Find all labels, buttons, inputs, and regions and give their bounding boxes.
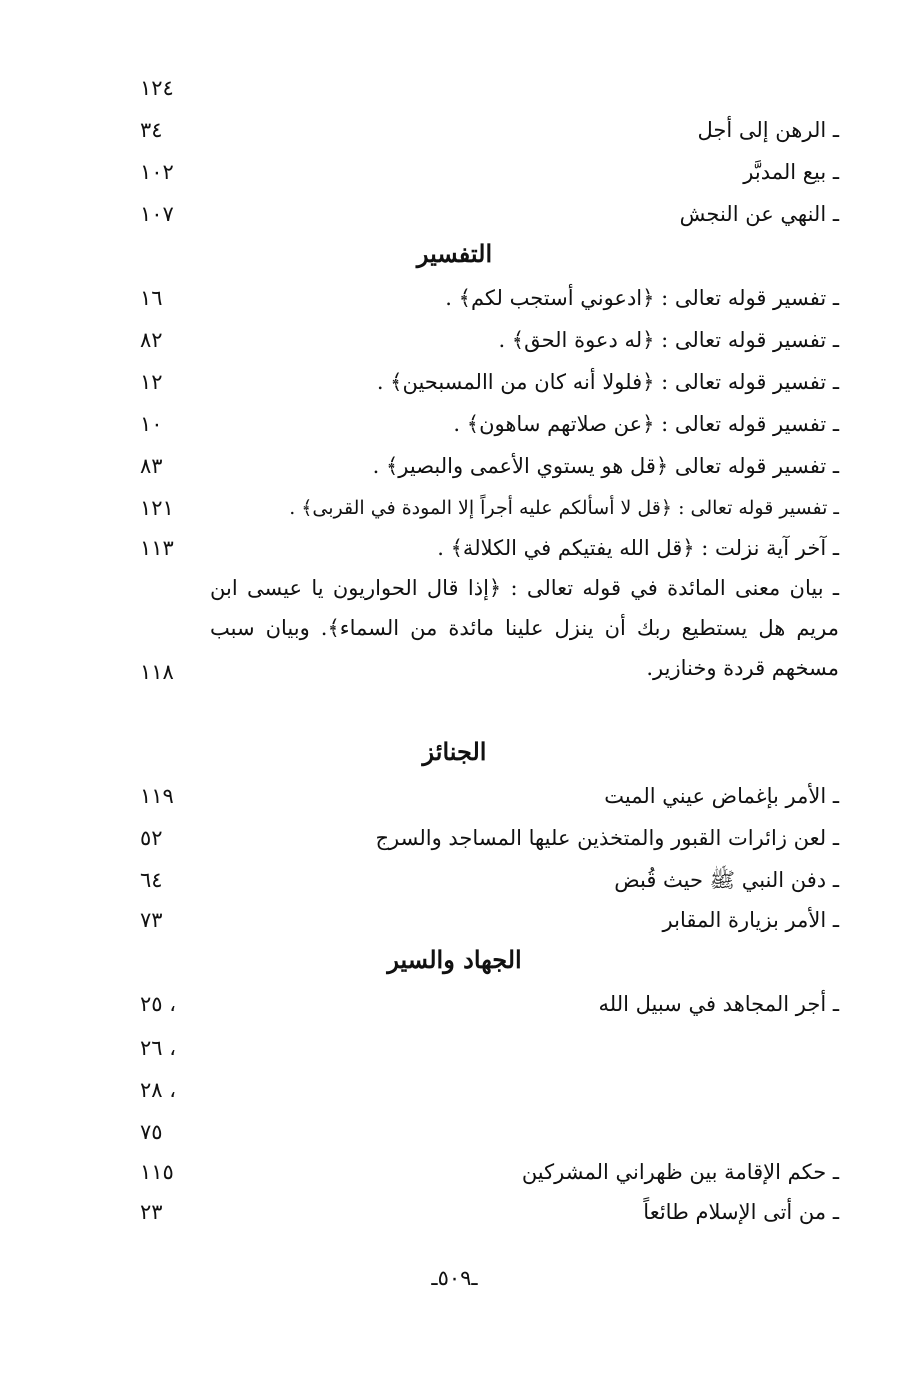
- section-heading: الجنائز: [422, 737, 487, 766]
- index-row: [140, 488, 839, 528]
- index-entry: ـ لعن زائرات القبور والمتخذين عليها المساجد والسرج: [375, 826, 839, 850]
- index-entry: ـ دفن النبي ﷺ حيث قُبض: [614, 868, 839, 892]
- page-number: ١١٣: [140, 536, 174, 560]
- index-row: [140, 320, 839, 360]
- page-number: ، ٢٦: [140, 1036, 177, 1060]
- page-number: ٢٣: [140, 1200, 163, 1224]
- page-number: ١٦: [140, 286, 163, 310]
- page-number: ١٠٢: [140, 160, 174, 184]
- page-number: ٦٤: [140, 868, 163, 892]
- page-number: ٨٢: [140, 328, 163, 352]
- index-entry: ـ تفسير قوله تعالى : ﴿قل لا أسألكم عليه أجراً إلا المودة في القربى﴾ .: [289, 497, 839, 519]
- section-heading: الجهاد والسير: [387, 945, 522, 974]
- index-row: [140, 528, 839, 568]
- index-row: [140, 194, 839, 234]
- page-footer-number: ـ٥٠٩ـ: [431, 1266, 478, 1290]
- page-number: ١١٥: [140, 1160, 174, 1184]
- index-entry: ـ آخر آية نزلت : ﴿قل الله يفتيكم في الكلالة﴾ .: [437, 536, 839, 560]
- index-entry: ـ تفسير قوله تعالى : ﴿له دعوة الحق﴾ .: [498, 328, 839, 352]
- index-entry: ـ تفسير قوله تعالى ﴿قل هو يستوي الأعمى والبصير﴾ .: [372, 454, 839, 478]
- index-entry: ـ تفسير قوله تعالى : ﴿ادعوني أستجب لكم﴾ .: [445, 286, 839, 310]
- index-entry: ـ الأمر بزيارة المقابر: [662, 908, 839, 932]
- index-row: [140, 1070, 839, 1110]
- page-number: ١٢: [140, 370, 163, 394]
- page-number: ١١٩: [140, 784, 174, 808]
- page-number: ٨٣: [140, 454, 163, 478]
- index-entry: ـ تفسير قوله تعالى : ﴿عن صلاتهم ساهون﴾ .: [453, 412, 839, 436]
- page-number: ١٠٧: [140, 202, 174, 226]
- page-number: ١١٨: [140, 660, 174, 684]
- section-heading: التفسير: [416, 239, 493, 268]
- index-entry: ـ بيع المدبَّر: [743, 160, 839, 184]
- index-paragraph-entry: ـ بيان معنى المائدة في قوله تعالى : ﴿إذا قال الحواريون يا عيسى ابن مريم هل يستطيع ربك أن ينزل علينا مائدة من السماء﴾. وبيان سبب مسخهم قردة وخنازير.: [210, 576, 839, 680]
- index-row: [140, 278, 839, 318]
- index-row: [140, 152, 839, 192]
- index-row: [140, 362, 839, 402]
- index-row: [140, 984, 839, 1024]
- page-number: ١٠: [140, 412, 163, 436]
- index-row: [140, 1192, 839, 1232]
- index-row: [140, 404, 839, 444]
- page-number: ٧٣: [140, 908, 163, 932]
- page-number: ١٢١: [140, 496, 174, 520]
- index-entry: ـ من أتى الإسلام طائعاً: [643, 1200, 839, 1224]
- index-row: [140, 110, 839, 150]
- page-number: ١٢٤: [140, 76, 174, 100]
- index-entry: ـ الرهن إلى أجل: [697, 118, 839, 142]
- index-row: [140, 1152, 839, 1192]
- page-number: ٧٥: [140, 1120, 163, 1144]
- index-row: [140, 776, 839, 816]
- index-entry: ـ أجر المجاهد في سبيل الله: [598, 992, 839, 1016]
- page-number: ٣٤: [140, 118, 163, 142]
- index-row: [140, 68, 839, 108]
- index-row: [140, 1028, 839, 1068]
- index-row: [140, 1112, 839, 1152]
- index-row: [140, 860, 839, 900]
- index-entry: ـ الأمر بإغماض عيني الميت: [604, 784, 839, 808]
- page-number: ٥٢: [140, 826, 163, 850]
- page-number: ، ٢٥: [140, 992, 177, 1016]
- index-row: [140, 900, 839, 940]
- index-entry: ـ النهي عن النجش: [679, 202, 839, 226]
- index-row: [140, 818, 839, 858]
- index-entry: ـ تفسير قوله تعالى : ﴿فلولا أنه كان من االمسبحين﴾ .: [376, 370, 839, 394]
- index-row: [140, 446, 839, 486]
- page-number: ، ٢٨: [140, 1078, 177, 1102]
- index-entry: ـ حكم الإقامة بين ظهراني المشركين: [521, 1160, 839, 1184]
